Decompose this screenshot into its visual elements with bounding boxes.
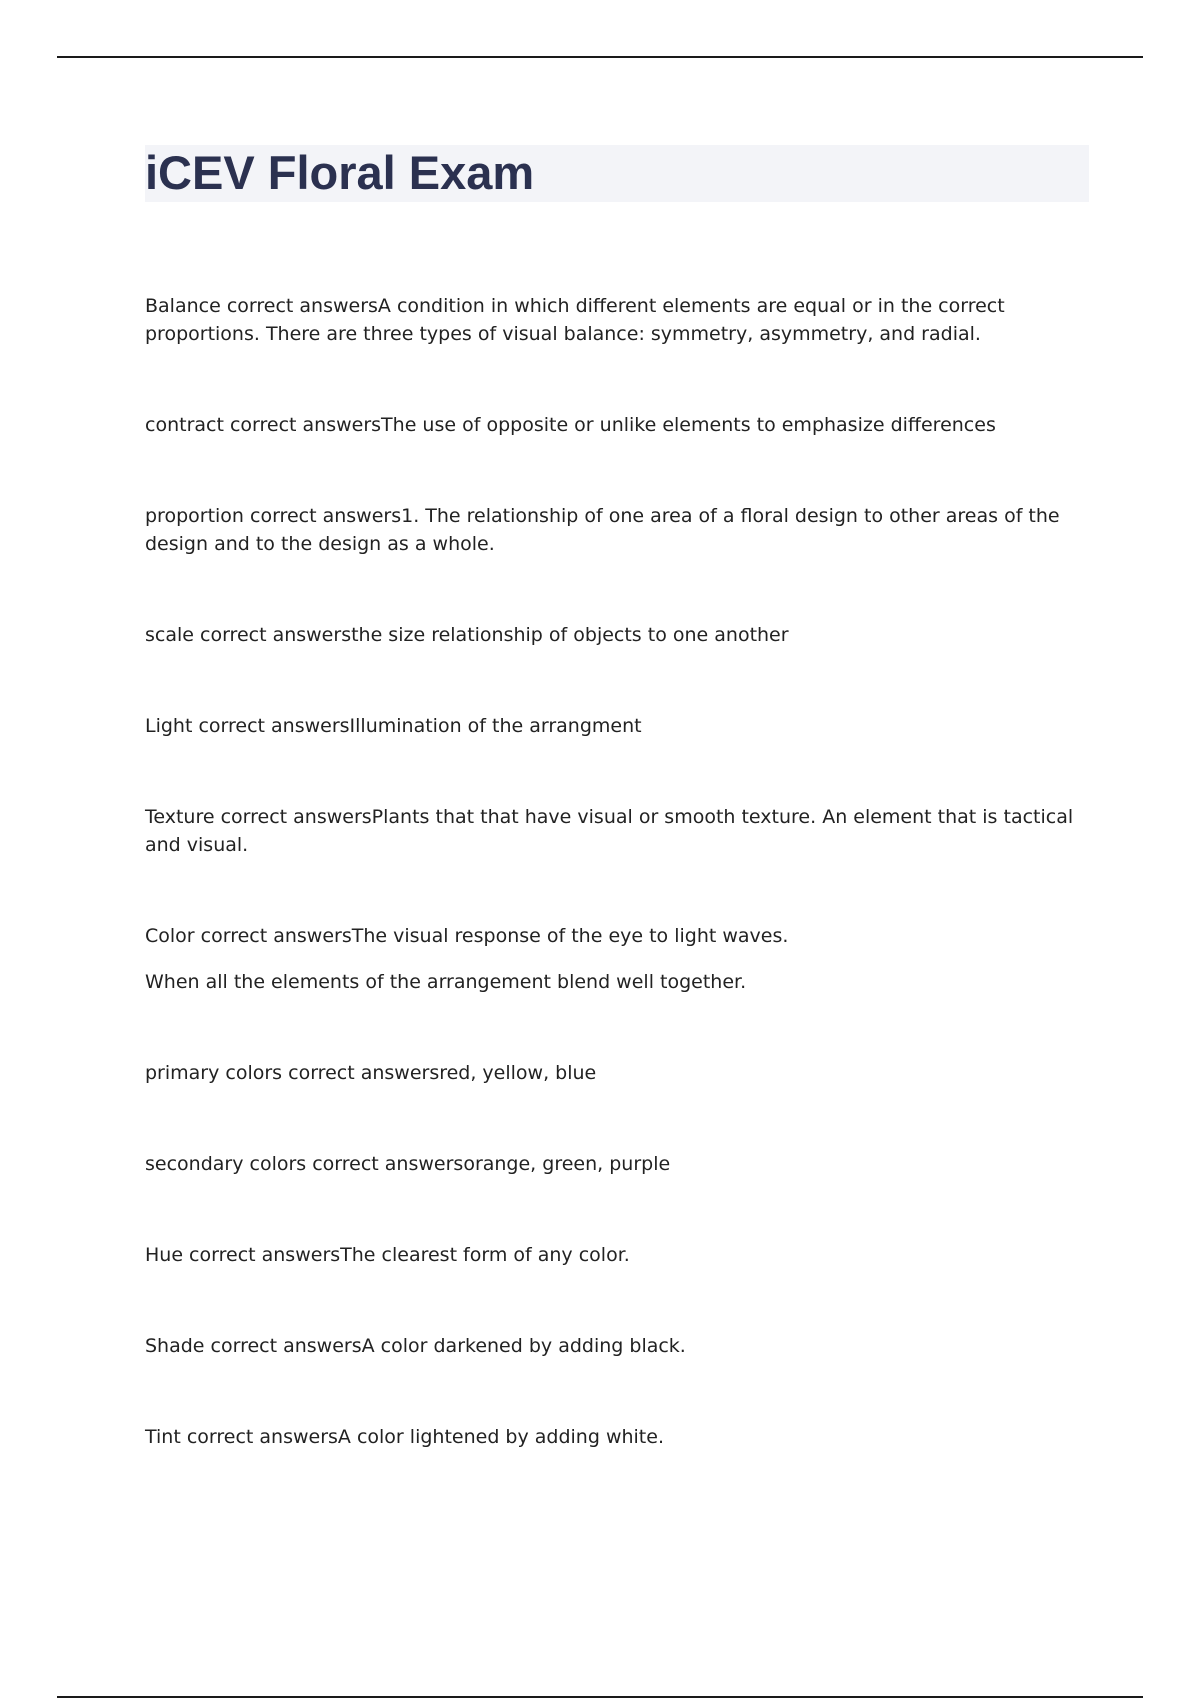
entry-texture: Texture correct answersPlants that that have visual or smooth texture. An element that is tactical and visual. <box>145 806 1074 856</box>
entry-secondary-colors: secondary colors correct answersorange, green, purple <box>145 1153 671 1175</box>
bottom-divider <box>57 1696 1143 1698</box>
entry-light: Light correct answersIllumination of the arrangment <box>145 715 642 737</box>
document-title: iCEV Floral Exam <box>145 146 535 199</box>
entry-scale: scale correct answersthe size relationship of objects to one another <box>145 624 789 646</box>
entry-color: Color correct answersThe visual response of the eye to light waves. <box>145 925 789 947</box>
top-divider <box>57 56 1143 58</box>
entry-primary-colors: primary colors correct answersred, yellow, blue <box>145 1062 597 1084</box>
entry-color-continuation: When all the elements of the arrangement blend well together. <box>145 971 747 993</box>
flashcard-list <box>145 292 1090 1451</box>
entry-balance: Balance correct answersA condition in which different elements are equal or in the correct proportions. There are three types of visual balance: symmetry, asymmetry, and radial. <box>145 295 1005 345</box>
entry-contract: contract correct answersThe use of opposite or unlike elements to emphasize differences <box>145 414 996 436</box>
entry-hue: Hue correct answersThe clearest form of any color. <box>145 1244 630 1266</box>
entry-proportion: proportion correct answers1. The relationship of one area of a floral design to other areas of the design and to the design as a whole. <box>145 505 1060 555</box>
entry-shade: Shade correct answersA color darkened by adding black. <box>145 1335 686 1357</box>
entry-tint: Tint correct answersA color lightened by adding white. <box>145 1426 664 1448</box>
